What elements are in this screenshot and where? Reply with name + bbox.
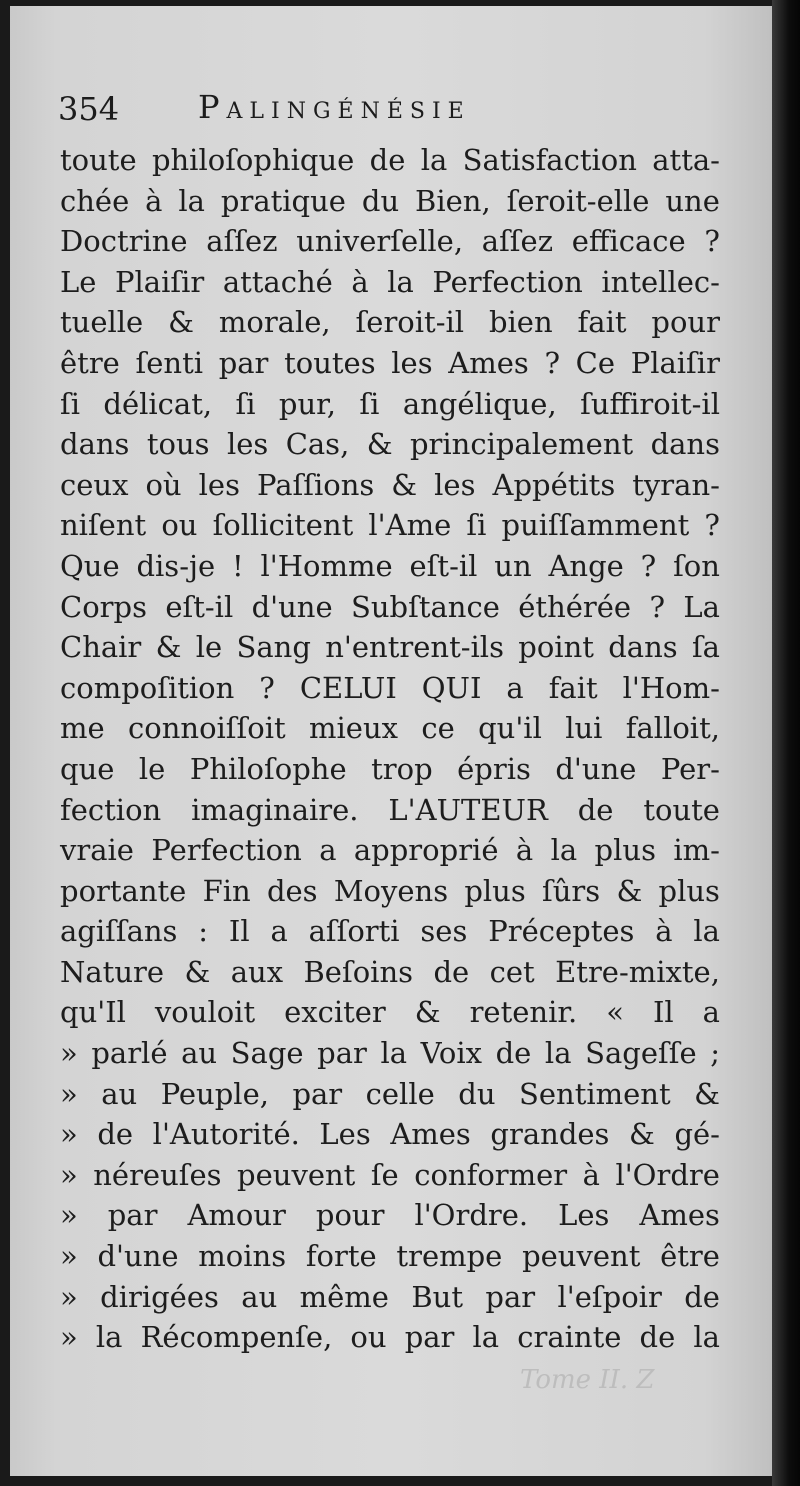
running-title: Palingénésie bbox=[198, 88, 471, 126]
text-line: » au Peuple, par celle du Sentiment & bbox=[60, 1076, 720, 1111]
text-line: tuelle & morale, ſeroit-il bien fait pour bbox=[60, 305, 720, 340]
body-text bbox=[60, 140, 720, 1358]
text-line: Que dis-je ! l'Homme eſt-il un Ange ? ſon bbox=[60, 548, 720, 583]
text-line: ceux où les Paſſions & les Appétits tyran- bbox=[60, 467, 720, 502]
text-line: » de l'Autorité. Les Ames grandes & gé- bbox=[60, 1117, 720, 1152]
text-line: Corps eſt-il d'une Subſtance éthérée ? La bbox=[60, 589, 720, 624]
book-spine-shadow bbox=[772, 0, 800, 1486]
text-line: compoſition ? CELUI QUI a fait l'Hom- bbox=[60, 670, 720, 705]
text-line: vraie Perfection a approprié à la plus im- bbox=[60, 833, 720, 868]
text-line: dans tous les Cas, & principalement dans bbox=[60, 427, 720, 462]
text-line: Le Plaiſir attaché à la Perfection intellec- bbox=[60, 264, 720, 299]
text-line: me connoiſſoit mieux ce qu'il lui falloit, bbox=[60, 711, 720, 746]
bleedthrough-text: Tome II. Z bbox=[520, 1365, 655, 1395]
text-line: fection imaginaire. L'AUTEUR de toute bbox=[60, 792, 720, 827]
text-line: que le Philoſophe trop épris d'une Per- bbox=[60, 751, 720, 786]
text-line: Nature & aux Beſoins de cet Etre-mixte, bbox=[60, 954, 720, 989]
text-line: » d'une moins forte trempe peuvent être bbox=[60, 1239, 720, 1274]
text-line: niſent ou ſollicitent l'Ame ſi puiſſamment ? bbox=[60, 508, 720, 543]
text-line: » parlé au Sage par la Voix de la Sageſſe ; bbox=[60, 1036, 720, 1071]
text-line: » dirigées au même But par l'eſpoir de bbox=[60, 1279, 720, 1314]
text-line: » néreuſes peuvent ſe conformer à l'Ordre bbox=[60, 1157, 720, 1192]
text-line: ſi délicat, ſi pur, ſi angélique, ſuffiroit-il bbox=[60, 386, 720, 421]
text-line: qu'Il vouloit exciter & retenir. « Il a bbox=[60, 995, 720, 1030]
text-line: » par Amour pour l'Ordre. Les Ames bbox=[60, 1198, 720, 1233]
text-line: chée à la pratique du Bien, ſeroit-elle une bbox=[60, 183, 720, 218]
text-line: » la Récompenſe, ou par la crainte de la bbox=[60, 1320, 720, 1355]
page-number: 354 bbox=[58, 90, 120, 128]
text-line: toute philoſophique de la Satisfaction atta- bbox=[60, 143, 720, 177]
text-line: Chair & le Sang n'entrent-ils point dans ſa bbox=[60, 630, 720, 665]
text-line: agiſſans : Il a aſſorti ses Préceptes à la bbox=[60, 914, 720, 949]
text-line: être ſenti par toutes les Ames ? Ce Plaiſir bbox=[60, 345, 720, 380]
text-line: portante Fin des Moyens plus ſûrs & plus bbox=[60, 873, 720, 908]
page-header bbox=[58, 88, 718, 138]
text-line: Doctrine aſſez univerſelle, aſſez efficace ? bbox=[60, 224, 720, 259]
